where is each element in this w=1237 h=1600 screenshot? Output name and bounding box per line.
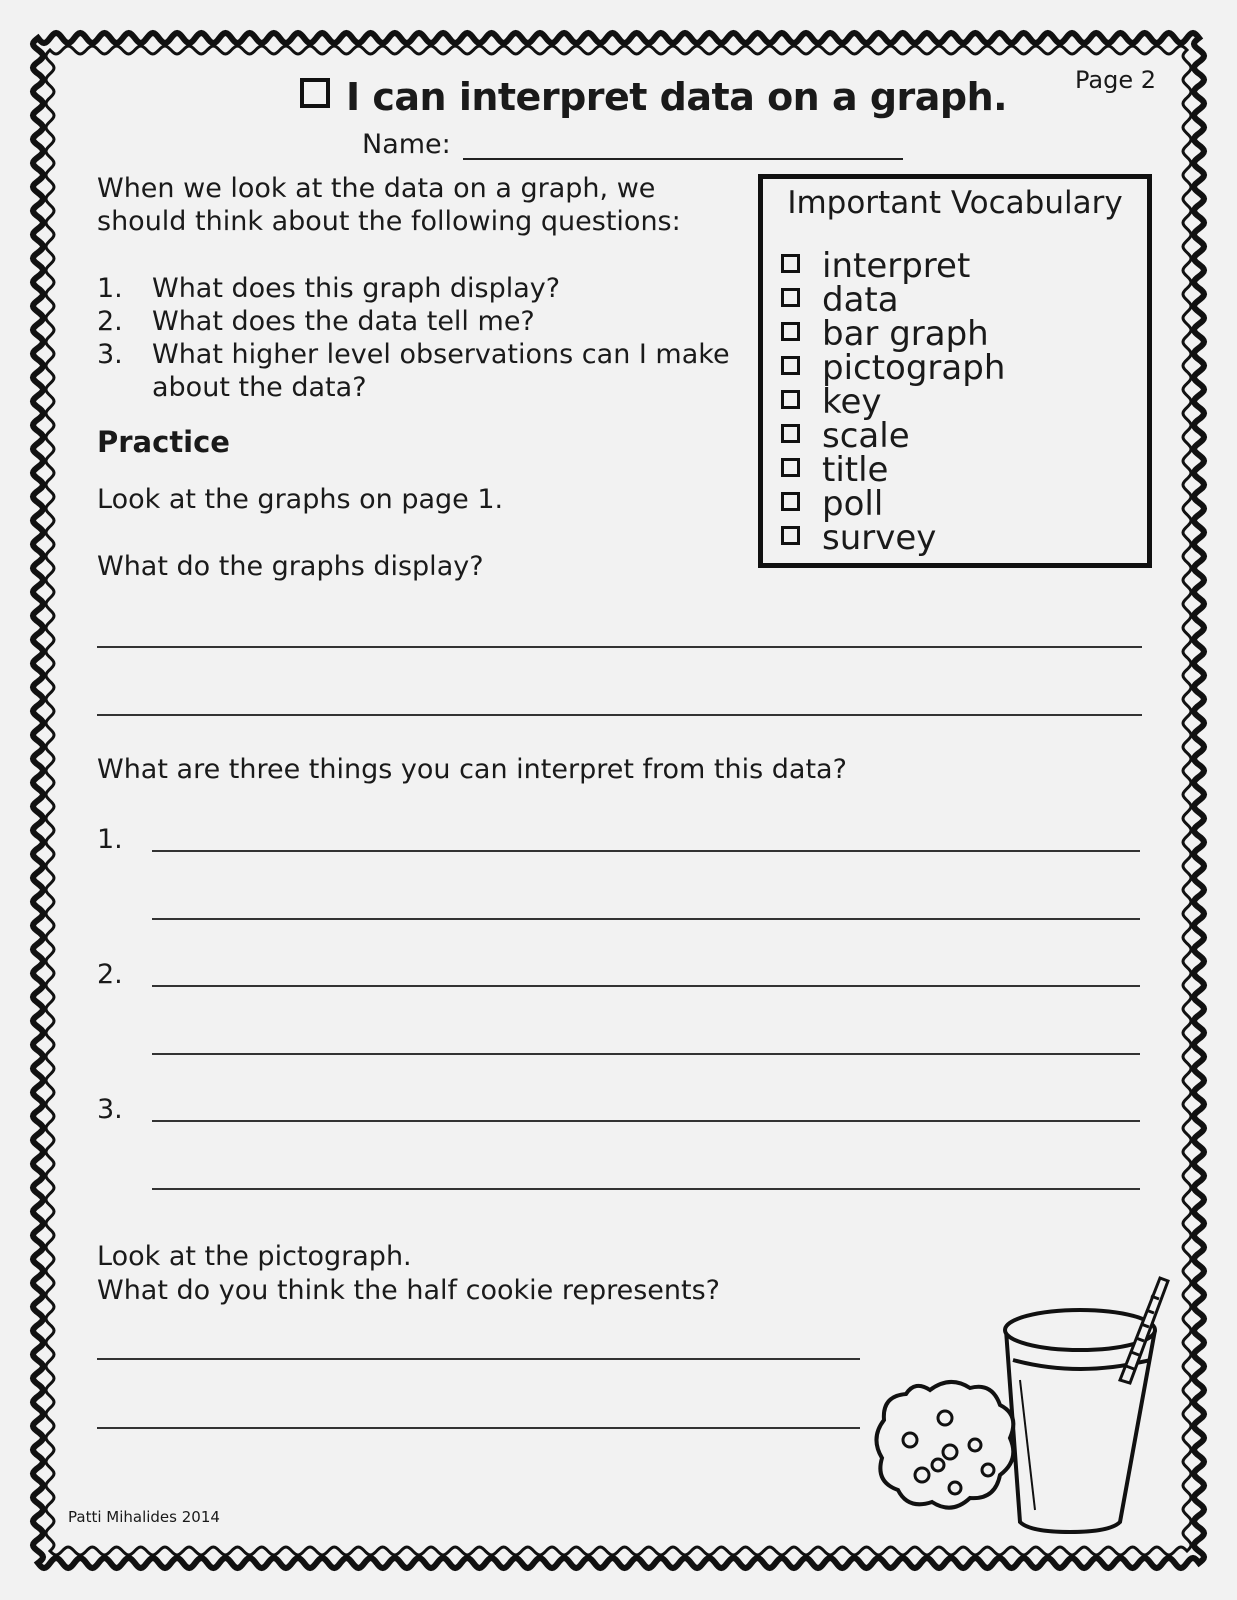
- pictograph-instruction: Look at the pictograph.: [97, 1241, 412, 1272]
- checkbox-icon[interactable]: [781, 526, 800, 545]
- vocab-word: title: [822, 450, 889, 490]
- vocab-word: data: [822, 280, 899, 320]
- vocab-item[interactable]: [781, 518, 937, 558]
- milk-glass-icon: [1005, 1310, 1155, 1532]
- answer-line[interactable]: [97, 646, 1142, 648]
- question-3-text: What higher level observations can I make: [152, 339, 730, 370]
- question-3-number: 3.: [97, 339, 123, 370]
- question-1-text: What does this graph display?: [152, 273, 561, 304]
- answer-line[interactable]: [97, 1358, 860, 1360]
- vocabulary-box: [758, 174, 1152, 568]
- answer-line[interactable]: [152, 1053, 1140, 1055]
- vocab-item[interactable]: [781, 416, 910, 456]
- practice-instruction: Look at the graphs on page 1.: [97, 484, 504, 515]
- checkbox-icon: [300, 78, 330, 108]
- page-title-text: I can interpret data on a graph.: [346, 75, 1008, 119]
- vocab-word: bar graph: [822, 314, 989, 354]
- answer-line[interactable]: [152, 985, 1140, 987]
- intro-line-1: When we look at the data on a graph, we: [97, 173, 656, 204]
- page-title: [300, 72, 1007, 122]
- answer-number-1: 1.: [97, 824, 123, 855]
- cookie-icon: [876, 1382, 1013, 1508]
- answer-line[interactable]: [152, 918, 1140, 920]
- checkbox-icon[interactable]: [781, 424, 800, 443]
- vocabulary-title: Important Vocabulary: [787, 185, 1123, 221]
- author-credit: Patti Mihalides 2014: [68, 1508, 220, 1526]
- checkbox-icon[interactable]: [781, 492, 800, 511]
- vocab-word: interpret: [822, 246, 971, 286]
- vocab-word: scale: [822, 416, 910, 456]
- vocab-item[interactable]: [781, 348, 1006, 388]
- checkbox-icon[interactable]: [781, 322, 800, 341]
- answer-line[interactable]: [152, 850, 1140, 852]
- vocab-item[interactable]: [781, 484, 884, 524]
- vocab-item[interactable]: [781, 450, 889, 490]
- checkbox-icon[interactable]: [781, 288, 800, 307]
- name-field-line[interactable]: [463, 158, 903, 160]
- checkbox-icon[interactable]: [781, 356, 800, 375]
- question-1-number: 1.: [97, 273, 123, 304]
- vocab-item[interactable]: [781, 246, 971, 286]
- page-number: Page 2: [1075, 66, 1156, 94]
- vocab-item[interactable]: [781, 382, 882, 422]
- practice-question-1: What do the graphs display?: [97, 551, 484, 582]
- pictograph-question: What do you think the half cookie represents?: [97, 1275, 720, 1306]
- question-2-text: What does the data tell me?: [152, 306, 535, 337]
- name-label: Name:: [362, 129, 451, 160]
- vocab-item[interactable]: [781, 280, 899, 320]
- checkbox-icon[interactable]: [781, 390, 800, 409]
- vocab-word: key: [822, 382, 882, 422]
- answer-line[interactable]: [152, 1188, 1140, 1190]
- cookie-and-milk-illustration: [870, 1270, 1170, 1540]
- answer-line[interactable]: [97, 714, 1142, 716]
- answer-line[interactable]: [97, 1427, 860, 1429]
- answer-line[interactable]: [152, 1120, 1140, 1122]
- vocab-item[interactable]: [781, 314, 989, 354]
- intro-line-2: should think about the following questions:: [97, 206, 681, 237]
- vocab-word: pictograph: [822, 348, 1006, 388]
- practice-heading: Practice: [97, 425, 230, 459]
- checkbox-icon[interactable]: [781, 254, 800, 273]
- vocab-word: poll: [822, 484, 884, 524]
- answer-number-3: 3.: [97, 1094, 123, 1125]
- question-2-number: 2.: [97, 306, 123, 337]
- question-3-text-continued: about the data?: [152, 372, 367, 403]
- checkbox-icon[interactable]: [781, 458, 800, 477]
- vocab-word: survey: [822, 518, 937, 558]
- answer-number-2: 2.: [97, 959, 123, 990]
- practice-question-2: What are three things you can interpret from this data?: [97, 754, 847, 785]
